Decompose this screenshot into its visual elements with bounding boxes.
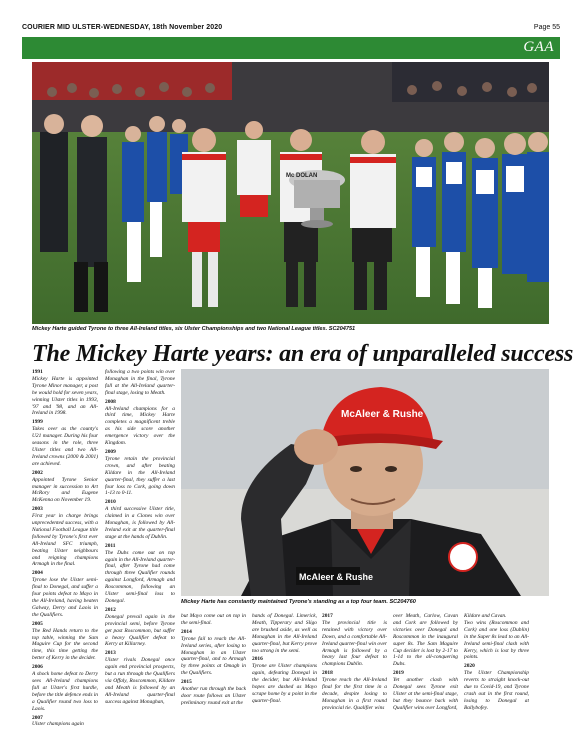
timeline-bottom-column-5: [464, 613, 529, 731]
timeline-entry-text: Ulster rivals Donegal once again end provincial prospects, but a run through the Qualifiers via Offaly, Roscommon, Kildare and Meath is followed by an All-Ireland quarter-final success against Monaghan,: [105, 657, 175, 705]
timeline-entry-text: Kildare and Cavan.: [464, 613, 507, 619]
timeline-entry-text: Takes over as the county's U21 manager. During his four seasons in the role, three Ulster titles and two All-Ireland crowns (2000 & 2001) are achieved.: [32, 426, 98, 467]
timeline-entry-text: Ulster champions again: [32, 721, 84, 728]
timeline-bottom-column-3: [322, 613, 387, 731]
portrait-illustration: [181, 369, 549, 596]
timeline-entry-text: The Dubs come out on top again in the All-Ireland quarter-final, after Tyrone had come through three Qualifier rounds against Longford, Armagh and Roscommon, following an Ulster semi-final loss to Donegal.: [105, 549, 175, 604]
timeline-year: 2020: [464, 663, 475, 670]
timeline-year: 2017: [322, 613, 333, 619]
timeline-entry-text: Donegal prevail again in the provincial semi, before Tyrone get past Roscommon, but suffer a heavy Qualifier defeat to Kerry at Killarney.: [105, 613, 175, 648]
timeline-entry-text: The provincial title is retained with victory over Down, and a comfortable All-Ireland quarter-final win over Armagh is followed by a heavy last four defeat to champions Dublin.: [322, 619, 387, 668]
timeline-year: 2018: [322, 670, 333, 677]
timeline-year: 2019: [393, 670, 404, 677]
timeline-entry-text: A shock home defeat to Derry sees All-Ireland champions fall at Ulster's first hurdle, before the title defence ends in a Qualifier round two loss to Laois.: [32, 671, 98, 712]
page-number: Page 55: [533, 24, 560, 31]
tyrone-crest-icon: [449, 543, 477, 571]
jacket-brand-text: McAleer & Rushe: [299, 572, 374, 582]
timeline-entry-text: but Mayo come out on top in the semi-final.: [181, 613, 246, 626]
timeline-entry-text: over Meath, Carlow, Cavan and Cork are followed by victories over Donegal and Roscommon in the inaugural super 8s. The Sam Maguire Cup decider is lost by 2-17 to 1-14 to the all-conquering Dubs.: [393, 613, 458, 668]
timeline-year: 1999: [32, 419, 43, 426]
timeline-year: 2012: [105, 606, 116, 613]
timeline-entry-text: Two wins (Roscommon and Cork) and one loss (Dublin) in the Super 8s lead to an All-Ireland semi-final clash with Kerry, which is lost by three points.: [464, 619, 529, 661]
team-photo: [32, 62, 549, 324]
timeline-year: 2015: [181, 679, 192, 686]
photo-caption-portrait: Mickey Harte has constantly maintained Tyrone's standing as a top four team. SC204760: [181, 599, 416, 605]
timeline-year: 2005: [32, 620, 43, 627]
timeline-year: 2013: [105, 650, 116, 657]
timeline-year: 2004: [32, 570, 43, 577]
team-photo-illustration: [32, 62, 549, 324]
masthead: COURIER MID ULSTER-WEDNESDAY, 18th November 2020: [22, 24, 223, 31]
timeline-entry-text: Appointed Tyrone Senior manager in succession to Art McRory and Eugene McKenna on November 19.: [32, 476, 98, 504]
timeline-entry-text: Another run through the back door route follows an Ulster preliminary round exit at the: [181, 686, 246, 706]
timeline-bottom-column-4: [393, 613, 458, 731]
timeline-entry-text: following a two points win over Monaghan in the final, Tyrone fall at the All-Ireland quarter-final stage, losing to Meath.: [105, 369, 175, 396]
timeline-entry-text: All-Ireland champions for a third time, Mickey Harte completes a magnificent treble as his side score another emergence victory over the Kingdom.: [105, 405, 175, 447]
page-header: [22, 24, 560, 36]
timeline-year: 2014: [181, 628, 192, 635]
timeline-entry-text: hands of Donegal. Limerick, Meath, Tipperary and Sligo are brushed aside, as well as Monaghan in the All-Ireland quarter-final, but Kerry prove too strong in the semi.: [252, 613, 317, 654]
timeline-entry-text: The Red Hands return to the top table, winning the Sam Maguire Cup for the second time, this time getting the better of Kerry in the decider.: [32, 627, 98, 662]
timeline-year: 2011: [105, 542, 116, 549]
timeline-entry-text: A third successive Ulster title, claimed in a Clones win over Monaghan, is followed by All-Ireland exit at the quarter-final stage at the hands of Dublin.: [105, 506, 175, 540]
timeline-year: 2009: [105, 448, 116, 455]
timeline-entry-text: First year in charge brings unprecedented success, with a National Football League title followed by Tyrone's first ever All-Ireland SFC triumph, beating Ulster neighbours and reigning champions Armagh in the final.: [32, 513, 98, 568]
headline: The Mickey Harte years: an era of unparalleled success: [32, 341, 574, 367]
timeline-year: 2016: [252, 656, 263, 663]
timeline-year: 2006: [32, 664, 43, 671]
mickey-harte-portrait: [181, 369, 549, 596]
timeline-year: 2003: [32, 506, 43, 513]
timeline-entry-text: Tyrone lose the Ulster semi-final to Donegal, and suffer a four points defeat to Mayo in the All-Ireland, having beaten Galway, Derry and Laois in the Qualifiers.: [32, 577, 98, 618]
timeline-year: 2008: [105, 398, 116, 405]
timeline-entry-text: Tyrone reach the All-Ireland final for the first time in a decade, despite losing to Monaghan in a first round provincial tie. Qualifier wins: [322, 677, 387, 711]
timeline-year: 2007: [32, 714, 43, 721]
section-title: GAA: [523, 39, 554, 55]
jersey-sponsor-text: Mc DOLAN: [286, 173, 318, 179]
timeline-column-2: [105, 369, 175, 729]
timeline-entry-text: Tyrone retain the provincial crown, and after beating Kildare in the All-Ireland quarter-final, they suffer a last four loss to Cork, going down 1-13 to 0-11.: [105, 455, 175, 497]
timeline-entry-text: Mickey Harte is appointed Tyrone Minor manager, a post he would hold for seven years, winning Ulster titles in 1993, '97 and '98, and an All-Ireland in 1998.: [32, 375, 98, 417]
timeline-year: 2002: [32, 469, 43, 476]
cap-brand-text: McAleer & Rushe: [341, 409, 424, 420]
timeline-entry-text: Tyrone fail to reach the All-Ireland series, after losing to Monaghan in an Ulster quarter-final, and to Armagh by three points at Omagh in the Qualifiers.: [181, 635, 246, 677]
timeline-year: 1991: [32, 369, 43, 375]
timeline-column-1: [32, 369, 98, 729]
timeline-entry-text: The Ulster Championship reverts to straight knock-out due to Covid-19, and Tyrone crash out in the first round, losing to Donegal at Ballybofey.: [464, 670, 529, 711]
timeline-entry-text: Yet another clash with Donegal sees Tyrone exit Ulster at the semi-final stage, but they bounce back with Qualifier wins over Longford,: [393, 677, 458, 711]
timeline-bottom-column-2: [252, 613, 317, 731]
photo-caption-top: Mickey Harte guided Tyrone to three All-Ireland titles, six Ulster Championships and two National League titles. SC204751: [32, 326, 356, 332]
timeline-year: 2010: [105, 499, 116, 506]
section-banner: [22, 37, 560, 59]
timeline-bottom-column-1: [181, 613, 246, 731]
timeline-entry-text: Tyrone are Ulster champions again, defeating Donegal in the decider, but All-Ireland hopes are dashed as Mayo scrape home by a point in the quarter-final.: [252, 663, 317, 704]
